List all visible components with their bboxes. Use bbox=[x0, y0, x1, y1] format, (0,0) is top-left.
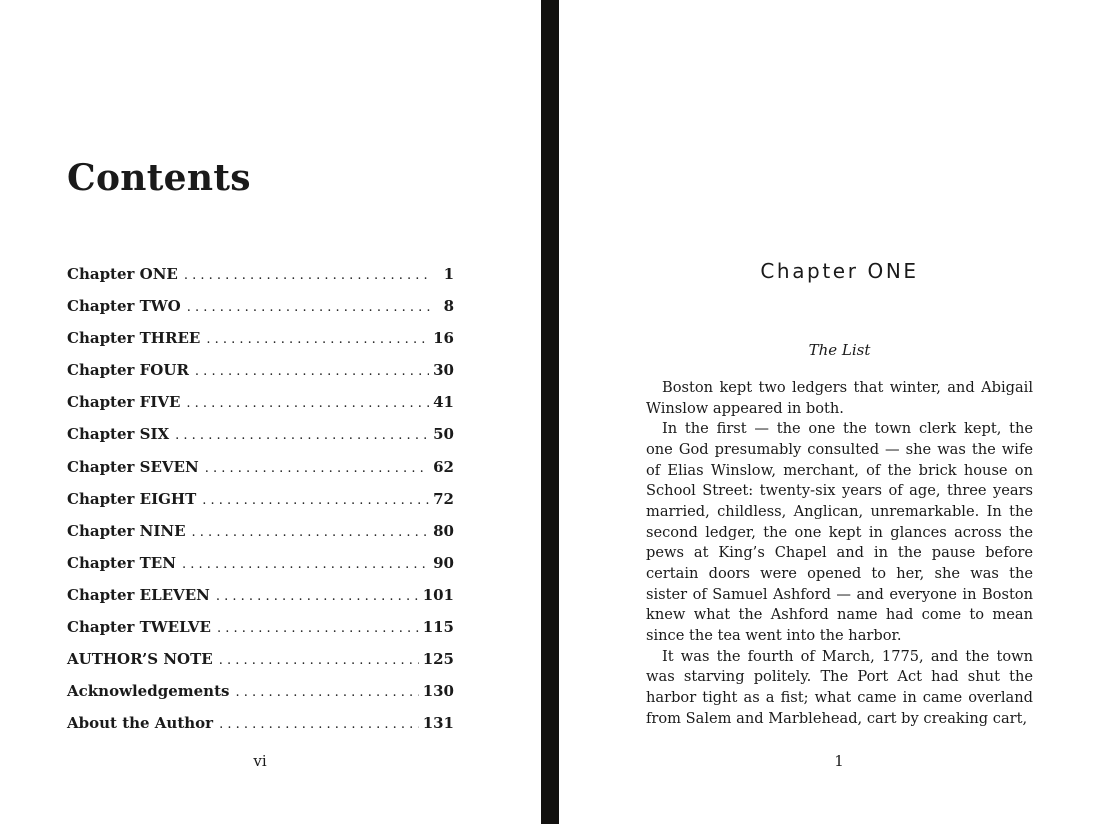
toc-entry-page: 62 bbox=[433, 457, 454, 476]
dot-leader bbox=[219, 649, 419, 673]
page-number: vi bbox=[253, 752, 267, 770]
dot-leader bbox=[217, 617, 419, 641]
dot-leader bbox=[186, 392, 429, 416]
dot-leader bbox=[206, 328, 429, 352]
toc-entry[interactable] bbox=[67, 519, 454, 551]
dot-leader bbox=[182, 553, 429, 577]
chapter-subtitle: The List bbox=[808, 341, 871, 359]
toc-entry-page: 1 bbox=[443, 265, 454, 283]
toc-entry-label: Chapter FIVE bbox=[67, 393, 181, 412]
toc-entry[interactable] bbox=[67, 679, 454, 711]
chapter-body bbox=[646, 378, 1033, 729]
toc-entry-label: Chapter TEN bbox=[67, 553, 176, 572]
toc-entry-label: Chapter THREE bbox=[67, 329, 201, 348]
toc-entry-label: Chapter TWO bbox=[67, 297, 181, 316]
book-spine bbox=[541, 0, 559, 824]
toc-entry-page: 131 bbox=[422, 714, 454, 733]
toc-entry-label: Chapter ONE bbox=[67, 265, 178, 283]
dot-leader bbox=[195, 360, 429, 384]
dot-leader bbox=[175, 424, 429, 448]
toc-entry[interactable] bbox=[67, 326, 454, 358]
toc-entry-page: 130 bbox=[422, 682, 454, 701]
toc-entry-page: 101 bbox=[422, 585, 454, 604]
toc-entry-page: 8 bbox=[443, 297, 454, 316]
right-page bbox=[559, 0, 1100, 824]
toc-entry-label: Chapter ELEVEN bbox=[67, 585, 210, 604]
toc-entry[interactable] bbox=[67, 422, 454, 454]
dot-leader bbox=[192, 521, 430, 545]
toc-entry-label: Chapter SEVEN bbox=[67, 457, 199, 476]
toc-entry-page: 80 bbox=[433, 521, 454, 540]
page-number: 1 bbox=[834, 752, 844, 770]
left-page bbox=[0, 0, 541, 824]
toc-entry[interactable] bbox=[67, 262, 454, 294]
toc-entry-page: 50 bbox=[433, 425, 454, 444]
dot-leader bbox=[184, 264, 432, 288]
dot-leader bbox=[202, 489, 429, 513]
toc-entry-label: Chapter EIGHT bbox=[67, 489, 197, 508]
toc-entry[interactable] bbox=[67, 487, 454, 519]
toc-entry[interactable] bbox=[67, 358, 454, 390]
toc-entry-label: Chapter TWELVE bbox=[67, 618, 211, 637]
toc-entry-page: 16 bbox=[433, 329, 454, 348]
toc-entry-label: Chapter FOUR bbox=[67, 361, 189, 380]
toc-entry[interactable] bbox=[67, 647, 454, 679]
toc-entry-label: AUTHOR’S NOTE bbox=[67, 650, 213, 669]
body-paragraph: It was the fourth of March, 1775, and the town was starving politely. The Port Act had shut the harbor tight as a fist; what came in came overland from Salem and Marblehead, cart by creaking cart, bbox=[646, 647, 1033, 727]
contents-title: Contents bbox=[67, 157, 251, 199]
toc-entry[interactable] bbox=[67, 615, 454, 647]
toc-entry-page: 41 bbox=[433, 393, 454, 412]
toc-entry-page: 30 bbox=[433, 361, 454, 380]
toc-entry-page: 72 bbox=[433, 489, 454, 508]
toc-entry-label: About the Author bbox=[67, 714, 214, 733]
toc-entry-label: Chapter SIX bbox=[67, 425, 170, 444]
dot-leader bbox=[205, 457, 429, 481]
toc-entry-page: 125 bbox=[422, 650, 454, 669]
chapter-heading: Chapter ONE bbox=[760, 259, 919, 283]
body-paragraph: Boston kept two ledgers that winter, and Abigail Winslow appeared in both. bbox=[646, 379, 1033, 417]
toc-entry-page: 90 bbox=[433, 553, 454, 572]
body-paragraph: In the first — the one the town clerk kept, the one God presumably consulted — she was the wife of Elias Winslow, merchant, of the brick house on School Street: twenty-six years of age, three years married, childless, Anglican, unremarkable. In the second ledger, the one kept in glances across the pews at King’s Chapel and in the pause before certain doors were opened to her, she was the sister of Samuel Ashford — and everyone in Boston knew what the Ashford name had come to mean since the tea went into the harbor. bbox=[646, 420, 1033, 644]
toc-entry[interactable] bbox=[67, 455, 454, 487]
dot-leader bbox=[216, 585, 419, 609]
dot-leader bbox=[219, 713, 419, 737]
toc-entry-label: Chapter NINE bbox=[67, 521, 186, 540]
toc-entry-label: Acknowledgements bbox=[67, 682, 230, 701]
toc-entry[interactable] bbox=[67, 583, 454, 615]
toc-entry[interactable] bbox=[67, 294, 454, 326]
table-of-contents bbox=[67, 262, 454, 743]
dot-leader bbox=[187, 296, 432, 320]
toc-entry-page: 115 bbox=[422, 618, 454, 637]
toc-entry[interactable] bbox=[67, 390, 454, 422]
dot-leader bbox=[235, 681, 418, 705]
toc-entry[interactable] bbox=[67, 711, 454, 743]
toc-entry[interactable] bbox=[67, 551, 454, 583]
